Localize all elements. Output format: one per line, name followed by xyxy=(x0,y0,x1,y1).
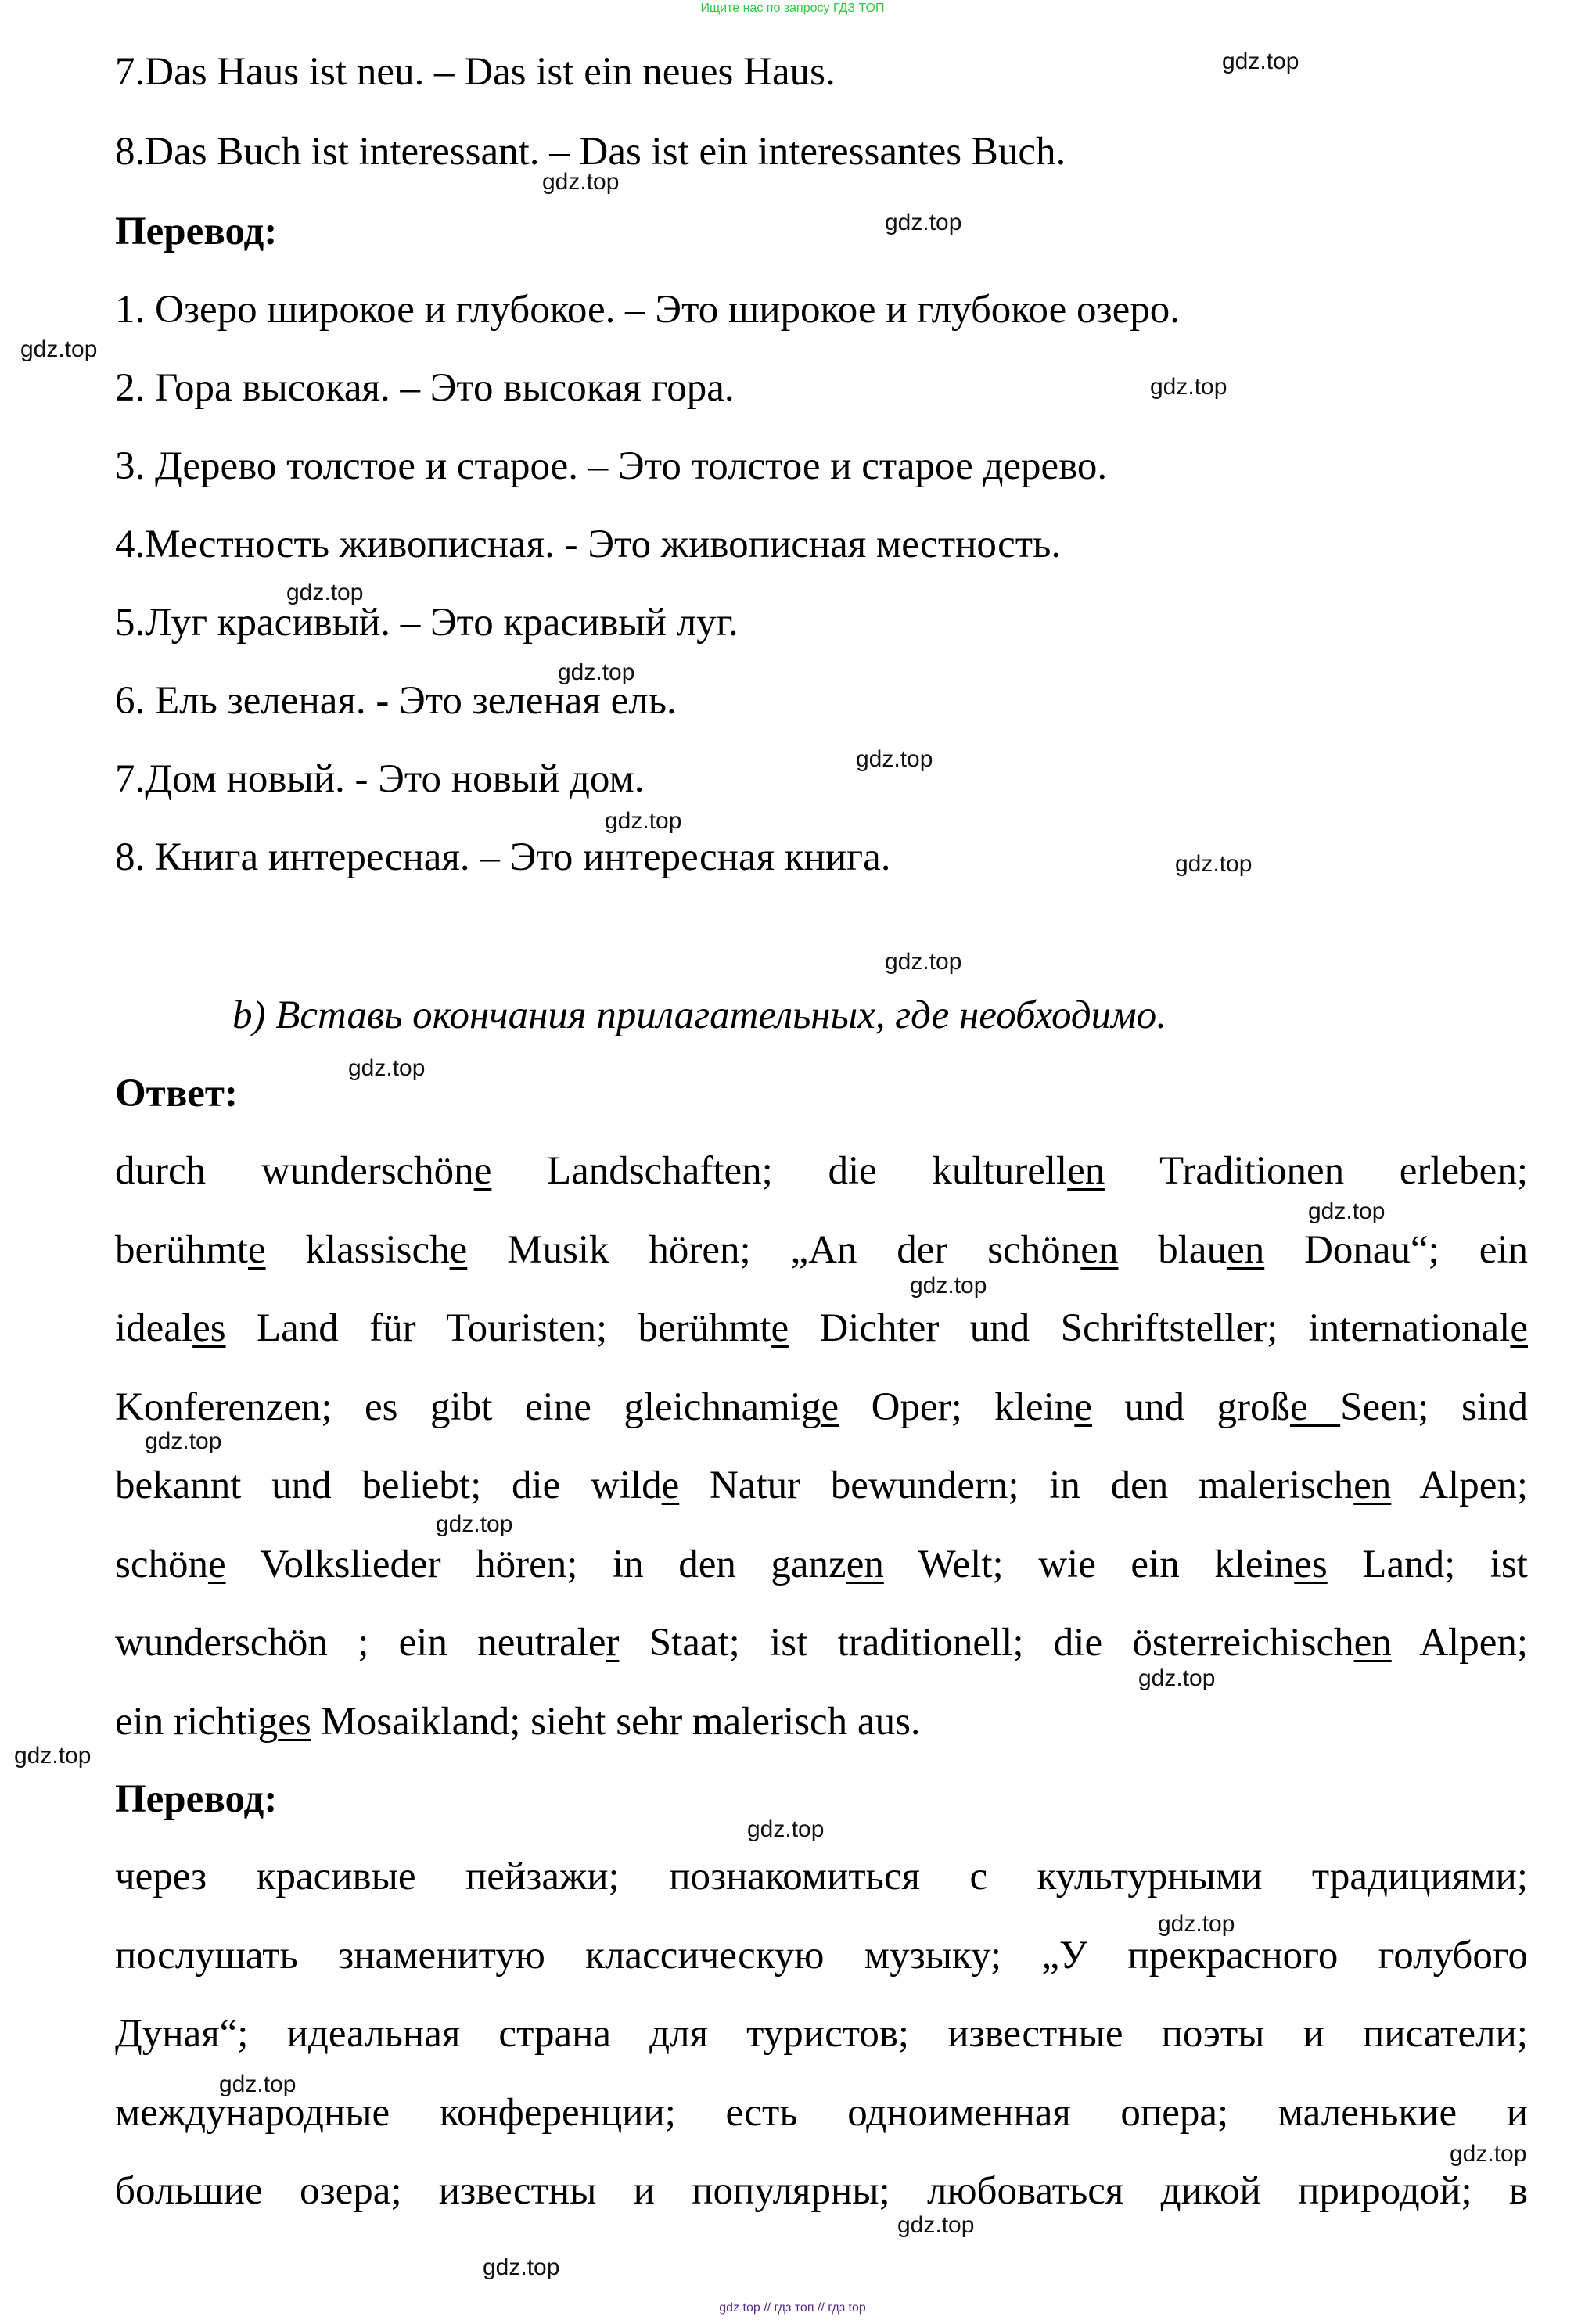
adjective-ending: e xyxy=(1074,1385,1092,1429)
watermark: gdz.top xyxy=(897,2212,975,2238)
watermark: gdz.top xyxy=(14,1743,92,1769)
translation-item-7: 7.Дом новый. - Это новый дом. xyxy=(115,757,645,801)
adjective-ending: es xyxy=(192,1306,226,1350)
adjective-ending: e xyxy=(1510,1306,1528,1350)
watermark: gdz.top xyxy=(286,580,364,605)
adjective-ending: en xyxy=(1227,1227,1265,1272)
adjective-ending: en xyxy=(1353,1464,1392,1507)
translation-item-6: 6. Ель зеленая. - Это зеленая ель. xyxy=(115,679,677,723)
adjective-ending: es xyxy=(278,1699,311,1744)
watermark: gdz.top xyxy=(1308,1198,1386,1224)
adjective-ending: e xyxy=(473,1149,492,1193)
german-sentence-7: 7.Das Haus ist neu. – Das ist ein neues Haus. xyxy=(115,50,836,94)
translation-paragraph xyxy=(115,1837,1528,2231)
answer-row: Konferenzen; es gibt eine gleichnamige Oper; kleine und große Seen; sind xyxy=(115,1385,1528,1429)
answer-heading: Ответ: xyxy=(115,1072,238,1115)
watermark: gdz.top xyxy=(1138,1665,1216,1691)
watermark: gdz.top xyxy=(910,1273,987,1298)
watermark: gdz.top xyxy=(542,169,620,195)
adjective-ending: es xyxy=(1294,1542,1328,1586)
watermark: gdz.top xyxy=(885,949,962,975)
translation-item-3: 3. Дерево толстое и старое. – Это толстое и старое дерево. xyxy=(115,444,1108,488)
answer-row: ein richtiges Mosaikland; sieht sehr malerisch aus. xyxy=(115,1699,921,1744)
watermark: gdz.top xyxy=(747,1816,825,1842)
translation-row: через красивые пейзажи; познакомиться с культурными традициями; xyxy=(115,1855,1528,1898)
watermark: gdz.top xyxy=(1150,374,1227,400)
watermark: gdz.top xyxy=(483,2254,560,2280)
german-sentence-8: 8.Das Buch ist interessant. – Das ist ein interessantes Buch. xyxy=(115,130,1066,174)
answer-paragraph xyxy=(115,1132,1528,1761)
watermark: gdz.top xyxy=(885,210,962,235)
watermark: gdz.top xyxy=(856,746,933,772)
watermark: gdz.top xyxy=(605,808,682,834)
adjective-ending: en xyxy=(846,1542,884,1586)
watermark: gdz.top xyxy=(145,1428,222,1454)
adjective-ending: e xyxy=(661,1464,680,1507)
answer-row: durch wunderschöne Landschaften; die kulturellen Traditionen erleben; xyxy=(115,1149,1528,1193)
answer-row: wunderschön ; ein neutraler Staat; ist traditionell; die österreichischen Alpen; xyxy=(115,1621,1528,1665)
translation-row: Дуная“; идеальная страна для туристов; известные поэты и писатели; xyxy=(115,2012,1528,2056)
watermark: gdz.top xyxy=(558,659,635,685)
answer-row: schöne Volkslieder hören; in den ganzen Welt; wie ein kleines Land; ist xyxy=(115,1542,1528,1586)
watermark: gdz.top xyxy=(1175,851,1253,877)
task-b-instruction: b) Вставь окончания прилагательных, где необходимо. xyxy=(232,993,1166,1037)
adjective-ending: r xyxy=(606,1621,620,1665)
adjective-ending: e xyxy=(449,1227,468,1272)
adjective-ending: e xyxy=(247,1227,266,1272)
translation-heading-a: Перевод: xyxy=(115,210,278,253)
watermark: gdz.top xyxy=(436,1511,513,1537)
watermark: gdz.top xyxy=(348,1055,426,1081)
translation-item-4: 4.Местность живописная. - Это живописная местность. xyxy=(115,523,1062,566)
watermark: gdz.top xyxy=(1222,48,1299,74)
watermark: gdz.top xyxy=(20,336,98,362)
translation-row: послушать знаменитую классическую музыку; „У прекрасного голубого xyxy=(115,1933,1528,1977)
translation-heading-b: Перевод: xyxy=(115,1777,278,1821)
translation-item-5: 5.Луг красивый. – Это красивый луг. xyxy=(115,601,739,645)
translation-item-1: 1. Озеро широкое и глубокое. – Это широкое и глубокое озеро. xyxy=(115,288,1181,332)
adjective-ending: en xyxy=(1353,1621,1392,1665)
watermark: gdz.top xyxy=(1450,2141,1527,2167)
watermark: gdz.top xyxy=(219,2071,297,2097)
adjective-ending: e xyxy=(821,1385,839,1429)
watermark: gdz.top xyxy=(1158,1911,1235,1937)
translation-row: большие озера; известны и популярны; любоваться дикой природой; в xyxy=(115,2169,1528,2213)
adjective-ending: e xyxy=(1289,1385,1341,1429)
answer-row: berühmte klassische Musik hören; „An der schönen blauen Donau“; ein xyxy=(115,1227,1529,1272)
footer-links[interactable]: gdz top // гдз топ // гдз top xyxy=(719,2301,866,2315)
translation-row: международные конференции; есть одноименная опера; маленькие и xyxy=(115,2090,1528,2135)
translation-item-2: 2. Гора высокая. – Это высокая гора. xyxy=(115,366,735,410)
adjective-ending: en xyxy=(1080,1227,1119,1272)
adjective-ending: e xyxy=(207,1542,226,1586)
translation-item-8: 8. Книга интересная. – Это интересная книга. xyxy=(115,835,891,879)
answer-row: ideales Land für Touristen; berühmte Dichter und Schriftsteller; internationale xyxy=(115,1306,1528,1350)
top-banner[interactable]: Ищите нас по запросу ГДЗ ТОП xyxy=(700,2,885,15)
adjective-ending: en xyxy=(1067,1149,1105,1193)
answer-row: bekannt und beliebt; die wilde Natur bewundern; in den malerischen Alpen; xyxy=(115,1464,1528,1507)
adjective-ending: e xyxy=(771,1306,789,1350)
